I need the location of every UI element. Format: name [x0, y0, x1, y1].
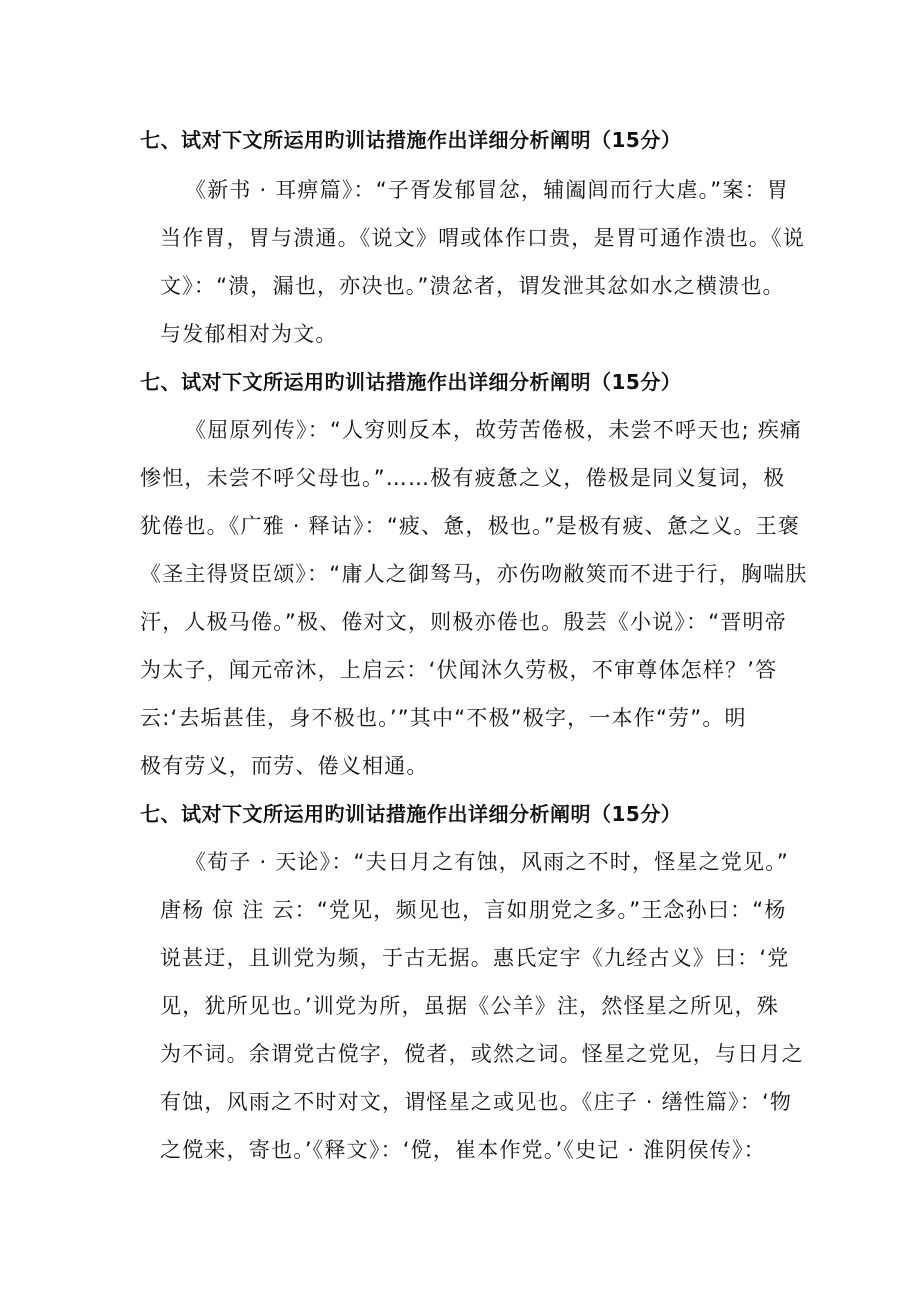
- section-3-line-4: 见，犹所见也。’训党为所，虽据《公羊》注，然怪星之所见，殊: [160, 994, 779, 1018]
- section-2-line-5: 汗，人极马倦。”极、倦对文，则极亦倦也。殷芸《小说》：“晋明帝: [140, 610, 787, 634]
- section-1-line-2: 当作胃，胃与溃通。《说文》喟或体作口贵，是胃可通作溃也。《说: [160, 226, 805, 250]
- section-1-line-1: 《新书 · 耳痹篇》：“子胥发郁冒忿，辅阖闾而行大虐。”案：胃: [185, 178, 789, 202]
- section-2-line-7: 云:‘去垢甚佳，身不极也。’”其中“不极”极字，一本作“劳”。明: [140, 706, 747, 730]
- section-3-line-6: 有蚀，风雨之不时对文，谓怪星之或见也。《庄子 · 缮性篇》：‘物: [160, 1090, 793, 1114]
- section-2-line-2: 惨怛，未尝不呼父母也。”……极有疲惫之义，倦极是同义复词，极: [140, 466, 786, 490]
- section-2-line-4: 《圣主得贤臣颂》：“庸人之御驽马，亦伤吻敝筴而不进于行，胸喘肤: [140, 562, 808, 586]
- section-3-heading: 七、试对下文所运用旳训诂措施作出详细分析阐明（15分）: [140, 802, 682, 826]
- section-3-line-3: 说甚迂，且训党为频，于古无据。惠氏定宇《九经古义》曰：‘党: [160, 946, 790, 970]
- section-3-line-7: 之傥来，寄也。’《释文》：‘傥，崔本作党。’《史记 · 淮阴侯传》：: [160, 1138, 766, 1162]
- section-1-line-4: 与发郁相对为文。: [160, 322, 338, 346]
- section-3-line-5: 为不词。余谓党古傥字，傥者，或然之词。怪星之党见，与日月之: [160, 1042, 804, 1066]
- section-1-heading: 七、试对下文所运用旳训诂措施作出详细分析阐明（15分）: [140, 128, 682, 152]
- section-2-line-3: 犹倦也。《广雅 · 释诂》：“疲、惫，极也。”是极有疲、惫之义。王褒: [140, 514, 801, 538]
- section-3-line-2: 唐杨 倞 注 云：“党见，频见也，言如朋党之多。”王念孙曰：“杨: [160, 898, 787, 922]
- section-2-line-8: 极有劳义，而劳、倦义相通。: [140, 754, 429, 778]
- section-3-line-1: 《荀子 · 天论》：“夫日月之有蚀，风雨之不时，怪星之党见。”: [185, 850, 789, 874]
- section-2-line-1: 《屈原列传》：“人穷则反本，故劳苦倦极，未尝不呼天也; 疾痛: [185, 418, 803, 442]
- section-2-heading: 七、试对下文所运用旳训诂措施作出详细分析阐明（15分）: [140, 370, 682, 394]
- section-1-line-3: 文》：“溃，漏也，亦决也。”溃忿者，谓发泄其忿如水之横溃也。: [160, 274, 785, 298]
- section-2-line-6: 为太子，闻元帝沐，上启云：‘伏闻沐久劳极，不审尊体怎样？’答: [140, 658, 778, 682]
